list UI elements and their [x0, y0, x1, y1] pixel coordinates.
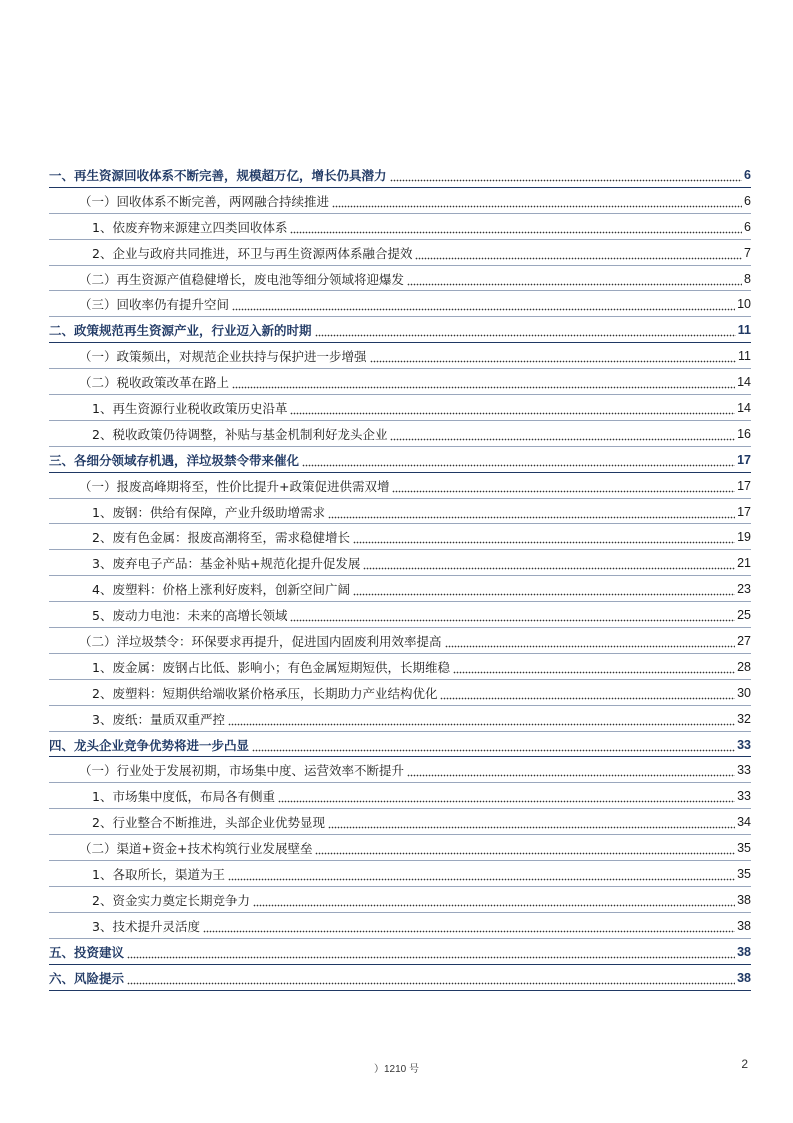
toc-entry-title: （一）报废高峰期将至，性价比提升+政策促进供需双增: [79, 478, 390, 494]
toc-entry-page-number: 7: [744, 245, 751, 260]
toc-chapter-entry[interactable]: [49, 965, 751, 991]
toc-subsection-entry[interactable]: [49, 783, 751, 809]
table-of-contents: [49, 162, 751, 991]
toc-entry-title: 2、废有色金属：报废高潮将至，需求稳健增长: [92, 530, 350, 546]
footer-report-number: ）1210 号: [373, 1064, 420, 1075]
toc-row-divider: [49, 990, 751, 991]
toc-dot-leader: [390, 162, 743, 188]
toc-dot-leader: [453, 654, 735, 680]
toc-entry-title: （二）渠道+资金+技术构筑行业发展壁垒: [79, 841, 313, 857]
toc-subsection-entry[interactable]: [49, 680, 751, 706]
toc-section-entry[interactable]: [49, 266, 751, 292]
toc-subsection-entry[interactable]: [49, 499, 751, 525]
toc-dot-leader: [203, 913, 735, 939]
toc-dot-leader: [390, 421, 735, 447]
toc-subsection-entry[interactable]: [49, 654, 751, 680]
toc-entry-page-number: 35: [737, 866, 751, 881]
toc-entry-title: 1、废钢：供给有保障，产业升级助增需求: [92, 504, 325, 520]
toc-entry-title: 2、行业整合不断推进，头部企业优势显现: [92, 815, 325, 831]
toc-dot-leader: [407, 266, 742, 292]
toc-subsection-entry[interactable]: [49, 576, 751, 602]
toc-section-entry[interactable]: [49, 291, 751, 317]
toc-entry-page-number: 33: [737, 763, 751, 778]
toc-entry-title: 3、技术提升灵活度: [92, 918, 200, 934]
toc-dot-leader: [228, 861, 735, 887]
toc-entry-title: 六、风险提示: [49, 970, 125, 986]
toc-subsection-entry[interactable]: [49, 809, 751, 835]
toc-dot-leader: [328, 499, 735, 525]
toc-entry-title: 3、废弃电子产品：基金补贴+规范化提升促发展: [92, 556, 361, 572]
toc-section-entry[interactable]: [49, 628, 751, 654]
toc-entry-title: （二）再生资源产值稳健增长，废电池等细分领域将迎爆发: [79, 271, 405, 287]
toc-entry-title: 1、废金属：废钢占比低、影响小；有色金属短期短供，长期维稳: [92, 659, 450, 675]
toc-entry-title: 一、再生资源回收体系不断完善，规模超万亿，增长仍具潜力: [49, 167, 387, 183]
toc-dot-leader: [315, 317, 736, 343]
toc-entry-page-number: 35: [737, 841, 751, 856]
toc-subsection-entry[interactable]: [49, 421, 751, 447]
toc-chapter-entry[interactable]: [49, 939, 751, 965]
toc-entry-title: （一）行业处于发展初期，市场集中度、运营效率不断提升: [79, 763, 405, 779]
toc-dot-leader: [353, 524, 735, 550]
toc-dot-leader: [332, 188, 742, 214]
toc-dot-leader: [370, 343, 737, 369]
toc-entry-page-number: 6: [744, 193, 751, 208]
toc-entry-title: 4、废塑料：价格上涨利好废料，创新空间广阔: [92, 582, 350, 598]
toc-dot-leader: [252, 732, 735, 758]
toc-section-entry[interactable]: [49, 188, 751, 214]
toc-entry-page-number: 16: [737, 426, 751, 441]
toc-entry-page-number: 38: [737, 944, 751, 959]
toc-dot-leader: [315, 835, 735, 861]
toc-section-entry[interactable]: [49, 369, 751, 395]
toc-subsection-entry[interactable]: [49, 524, 751, 550]
toc-dot-leader: [290, 214, 742, 240]
toc-entry-page-number: 21: [737, 556, 751, 571]
toc-entry-title: 2、废塑料：短期供给端收紧价格承压，长期助力产业结构优化: [92, 685, 438, 701]
toc-entry-page-number: 34: [737, 815, 751, 830]
toc-dot-leader: [290, 602, 735, 628]
toc-entry-title: 5、废动力电池：未来的高增长领域: [92, 608, 288, 624]
toc-entry-page-number: 11: [738, 349, 751, 364]
toc-entry-title: （一）回收体系不断完善，两网融合持续推进: [79, 193, 330, 209]
toc-dot-leader: [232, 291, 735, 317]
toc-entry-title: 2、企业与政府共同推进，环卫与再生资源两体系融合提效: [92, 245, 413, 261]
toc-entry-page-number: 32: [737, 711, 751, 726]
toc-dot-leader: [127, 965, 735, 991]
toc-entry-title: （三）回收率仍有提升空间: [79, 297, 230, 313]
toc-chapter-entry[interactable]: [49, 732, 751, 758]
toc-dot-leader: [228, 706, 735, 732]
toc-entry-page-number: 14: [737, 400, 751, 415]
toc-entry-page-number: 17: [737, 504, 751, 519]
toc-entry-page-number: 19: [737, 530, 751, 545]
toc-dot-leader: [392, 473, 735, 499]
toc-entry-page-number: 30: [737, 685, 751, 700]
toc-entry-title: 1、再生资源行业税收政策历史沿革: [92, 400, 288, 416]
toc-dot-leader: [445, 628, 736, 654]
toc-entry-title: （二）税收政策改革在路上: [79, 375, 230, 391]
toc-subsection-entry[interactable]: [49, 913, 751, 939]
toc-subsection-entry[interactable]: [49, 706, 751, 732]
toc-dot-leader: [290, 395, 735, 421]
toc-subsection-entry[interactable]: [49, 861, 751, 887]
toc-dot-leader: [363, 550, 735, 576]
toc-entry-page-number: 6: [744, 219, 751, 234]
toc-dot-leader: [353, 576, 735, 602]
toc-section-entry[interactable]: [49, 343, 751, 369]
toc-dot-leader: [440, 680, 735, 706]
toc-dot-leader: [127, 939, 735, 965]
toc-entry-page-number: 11: [737, 323, 751, 338]
toc-entry-title: （一）政策频出，对规范企业扶持与保护进一步增强: [79, 349, 367, 365]
toc-subsection-entry[interactable]: [49, 395, 751, 421]
toc-section-entry[interactable]: [49, 835, 751, 861]
toc-entry-page-number: 25: [737, 608, 751, 623]
toc-entry-title: 二、政策规范再生资源产业，行业迈入新的时期: [49, 323, 312, 339]
toc-entry-title: 五、投资建议: [49, 944, 125, 960]
toc-entry-title: 2、资金实力奠定长期竞争力: [92, 892, 250, 908]
toc-dot-leader: [407, 757, 735, 783]
toc-entry-page-number: 6: [744, 167, 751, 182]
toc-entry-title: 1、依废弃物来源建立四类回收体系: [92, 219, 288, 235]
toc-subsection-entry[interactable]: [49, 602, 751, 628]
toc-subsection-entry[interactable]: [49, 550, 751, 576]
toc-subsection-entry[interactable]: [49, 240, 751, 266]
toc-entry-title: 三、各细分领域存机遇，洋垃圾禁令带来催化: [49, 452, 300, 468]
footer-page-number: 2: [741, 1057, 748, 1071]
toc-dot-leader: [253, 887, 735, 913]
toc-entry-page-number: 17: [737, 452, 751, 467]
toc-section-entry[interactable]: [49, 473, 751, 499]
toc-dot-leader: [328, 809, 735, 835]
toc-entry-page-number: 28: [737, 659, 751, 674]
toc-dot-leader: [278, 783, 735, 809]
toc-entry-title: （二）洋垃圾禁令：环保要求再提升，促进国内固废利用效率提高: [79, 633, 442, 649]
toc-chapter-entry[interactable]: [49, 162, 751, 188]
toc-dot-leader: [232, 369, 735, 395]
toc-entry-page-number: 10: [737, 297, 751, 312]
toc-entry-page-number: 17: [737, 478, 751, 493]
toc-entry-title: 1、市场集中度低，布局各有侧重: [92, 789, 275, 805]
toc-entry-page-number: 38: [737, 918, 751, 933]
toc-entry-page-number: 33: [737, 737, 751, 752]
toc-section-entry[interactable]: [49, 757, 751, 783]
toc-entry-title: 四、龙头企业竞争优势将进一步凸显: [49, 737, 250, 753]
toc-chapter-entry[interactable]: [49, 447, 751, 473]
toc-entry-page-number: 38: [737, 892, 751, 907]
toc-dot-leader: [415, 240, 742, 266]
toc-entry-page-number: 38: [737, 970, 751, 985]
toc-entry-page-number: 33: [737, 789, 751, 804]
toc-entry-title: 3、废纸：量质双重严控: [92, 711, 225, 727]
toc-entry-title: 1、各取所长，渠道为王: [92, 866, 225, 882]
toc-subsection-entry[interactable]: [49, 887, 751, 913]
toc-entry-page-number: 27: [737, 633, 751, 648]
toc-entry-page-number: 14: [737, 375, 751, 390]
toc-entry-title: 2、税收政策仍待调整，补贴与基金机制利好龙头企业: [92, 426, 388, 442]
toc-entry-page-number: 8: [744, 271, 751, 286]
toc-dot-leader: [302, 447, 735, 473]
toc-chapter-entry[interactable]: [49, 317, 751, 343]
toc-subsection-entry[interactable]: [49, 214, 751, 240]
toc-entry-page-number: 23: [737, 582, 751, 597]
